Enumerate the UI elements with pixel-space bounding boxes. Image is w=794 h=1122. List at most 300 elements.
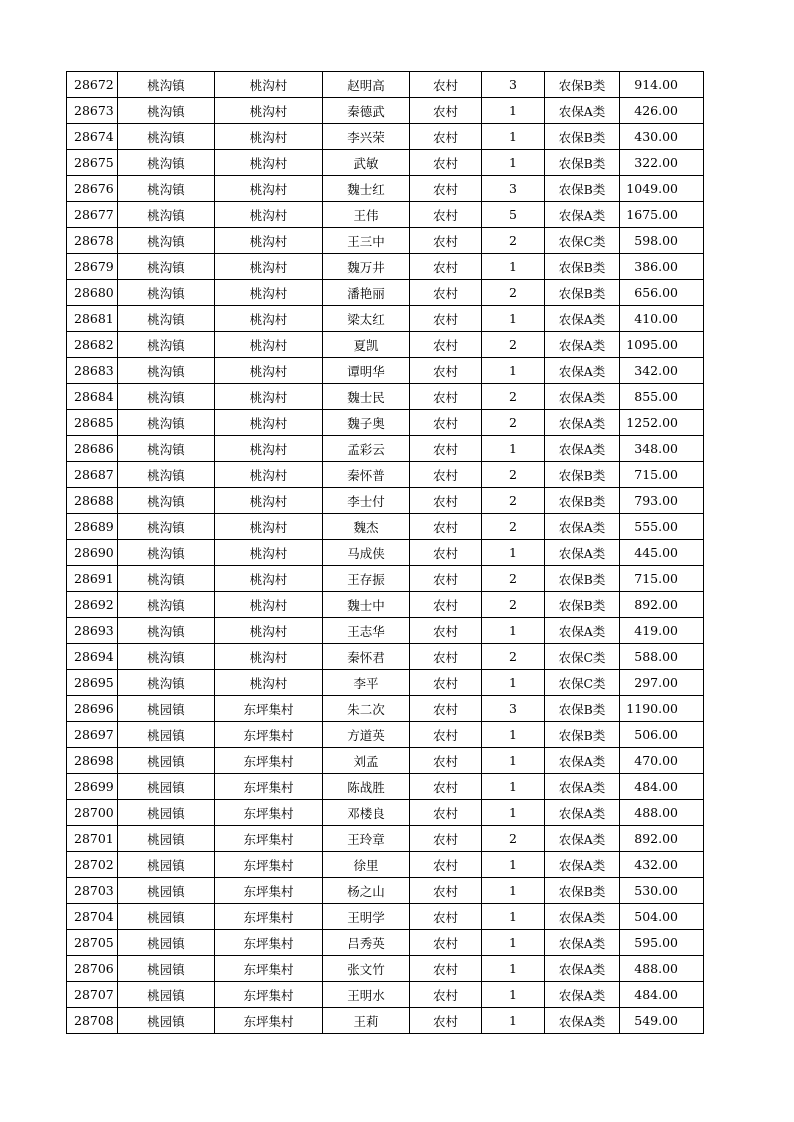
name-cell: 潘艳丽 bbox=[323, 280, 410, 306]
household-type-cell: 农村 bbox=[410, 358, 482, 384]
table-row bbox=[67, 436, 704, 462]
village-cell: 东坪集村 bbox=[215, 1008, 323, 1034]
insurance-class-cell: 农保A类 bbox=[545, 956, 620, 982]
record-id-cell: 28672 bbox=[67, 72, 118, 98]
name-cell: 张文竹 bbox=[323, 956, 410, 982]
record-id-cell: 28699 bbox=[67, 774, 118, 800]
name-cell: 杨之山 bbox=[323, 878, 410, 904]
town-cell: 桃沟镇 bbox=[118, 592, 215, 618]
amount-cell: 1049.00 bbox=[620, 176, 704, 202]
village-cell: 东坪集村 bbox=[215, 852, 323, 878]
name-cell: 夏凯 bbox=[323, 332, 410, 358]
village-cell: 东坪集村 bbox=[215, 982, 323, 1008]
town-cell: 桃园镇 bbox=[118, 878, 215, 904]
name-cell: 吕秀英 bbox=[323, 930, 410, 956]
record-id-cell: 28696 bbox=[67, 696, 118, 722]
person-count-cell: 2 bbox=[482, 280, 545, 306]
person-count-cell: 1 bbox=[482, 618, 545, 644]
table-row bbox=[67, 540, 704, 566]
household-type-cell: 农村 bbox=[410, 280, 482, 306]
insurance-class-cell: 农保A类 bbox=[545, 514, 620, 540]
town-cell: 桃沟镇 bbox=[118, 202, 215, 228]
insurance-class-cell: 农保B类 bbox=[545, 124, 620, 150]
town-cell: 桃园镇 bbox=[118, 800, 215, 826]
insurance-class-cell: 农保B类 bbox=[545, 878, 620, 904]
household-type-cell: 农村 bbox=[410, 202, 482, 228]
person-count-cell: 1 bbox=[482, 358, 545, 384]
name-cell: 魏士中 bbox=[323, 592, 410, 618]
name-cell: 王三中 bbox=[323, 228, 410, 254]
household-type-cell: 农村 bbox=[410, 514, 482, 540]
household-type-cell: 农村 bbox=[410, 800, 482, 826]
insurance-class-cell: 农保C类 bbox=[545, 670, 620, 696]
person-count-cell: 2 bbox=[482, 592, 545, 618]
table-row bbox=[67, 904, 704, 930]
person-count-cell: 1 bbox=[482, 800, 545, 826]
table-row bbox=[67, 592, 704, 618]
data-table bbox=[66, 71, 704, 1034]
insurance-class-cell: 农保A类 bbox=[545, 904, 620, 930]
household-type-cell: 农村 bbox=[410, 644, 482, 670]
village-cell: 桃沟村 bbox=[215, 488, 323, 514]
household-type-cell: 农村 bbox=[410, 696, 482, 722]
insurance-class-cell: 农保A类 bbox=[545, 384, 620, 410]
amount-cell: 484.00 bbox=[620, 982, 704, 1008]
record-id-cell: 28701 bbox=[67, 826, 118, 852]
name-cell: 王玲章 bbox=[323, 826, 410, 852]
table-row bbox=[67, 228, 704, 254]
table-row bbox=[67, 98, 704, 124]
insurance-class-cell: 农保A类 bbox=[545, 930, 620, 956]
town-cell: 桃沟镇 bbox=[118, 384, 215, 410]
table-row bbox=[67, 748, 704, 774]
name-cell: 梁太红 bbox=[323, 306, 410, 332]
household-type-cell: 农村 bbox=[410, 826, 482, 852]
amount-cell: 549.00 bbox=[620, 1008, 704, 1034]
name-cell: 赵明高 bbox=[323, 72, 410, 98]
household-type-cell: 农村 bbox=[410, 982, 482, 1008]
record-id-cell: 28704 bbox=[67, 904, 118, 930]
table-row bbox=[67, 254, 704, 280]
village-cell: 桃沟村 bbox=[215, 98, 323, 124]
amount-cell: 488.00 bbox=[620, 800, 704, 826]
village-cell: 东坪集村 bbox=[215, 930, 323, 956]
record-id-cell: 28703 bbox=[67, 878, 118, 904]
person-count-cell: 1 bbox=[482, 436, 545, 462]
village-cell: 桃沟村 bbox=[215, 332, 323, 358]
name-cell: 孟彩云 bbox=[323, 436, 410, 462]
village-cell: 桃沟村 bbox=[215, 618, 323, 644]
person-count-cell: 1 bbox=[482, 904, 545, 930]
table-row bbox=[67, 306, 704, 332]
town-cell: 桃沟镇 bbox=[118, 462, 215, 488]
table-row bbox=[67, 332, 704, 358]
town-cell: 桃园镇 bbox=[118, 852, 215, 878]
name-cell: 邓楼良 bbox=[323, 800, 410, 826]
village-cell: 桃沟村 bbox=[215, 566, 323, 592]
insurance-class-cell: 农保B类 bbox=[545, 280, 620, 306]
town-cell: 桃沟镇 bbox=[118, 488, 215, 514]
town-cell: 桃沟镇 bbox=[118, 150, 215, 176]
person-count-cell: 2 bbox=[482, 488, 545, 514]
person-count-cell: 3 bbox=[482, 176, 545, 202]
amount-cell: 1190.00 bbox=[620, 696, 704, 722]
name-cell: 谭明华 bbox=[323, 358, 410, 384]
village-cell: 桃沟村 bbox=[215, 280, 323, 306]
table-row bbox=[67, 774, 704, 800]
table-row bbox=[67, 72, 704, 98]
household-type-cell: 农村 bbox=[410, 722, 482, 748]
household-type-cell: 农村 bbox=[410, 436, 482, 462]
town-cell: 桃沟镇 bbox=[118, 254, 215, 280]
insurance-class-cell: 农保B类 bbox=[545, 176, 620, 202]
name-cell: 王明水 bbox=[323, 982, 410, 1008]
record-id-cell: 28708 bbox=[67, 1008, 118, 1034]
record-id-cell: 28679 bbox=[67, 254, 118, 280]
household-type-cell: 农村 bbox=[410, 904, 482, 930]
name-cell: 武敏 bbox=[323, 150, 410, 176]
village-cell: 东坪集村 bbox=[215, 748, 323, 774]
amount-cell: 855.00 bbox=[620, 384, 704, 410]
name-cell: 马成侠 bbox=[323, 540, 410, 566]
village-cell: 桃沟村 bbox=[215, 514, 323, 540]
name-cell: 李平 bbox=[323, 670, 410, 696]
amount-cell: 1095.00 bbox=[620, 332, 704, 358]
amount-cell: 555.00 bbox=[620, 514, 704, 540]
table-row bbox=[67, 800, 704, 826]
person-count-cell: 1 bbox=[482, 150, 545, 176]
amount-cell: 892.00 bbox=[620, 826, 704, 852]
record-id-cell: 28702 bbox=[67, 852, 118, 878]
table-row bbox=[67, 852, 704, 878]
record-id-cell: 28690 bbox=[67, 540, 118, 566]
name-cell: 王志华 bbox=[323, 618, 410, 644]
insurance-class-cell: 农保A类 bbox=[545, 98, 620, 124]
insurance-class-cell: 农保A类 bbox=[545, 852, 620, 878]
amount-cell: 1252.00 bbox=[620, 410, 704, 436]
name-cell: 陈战胜 bbox=[323, 774, 410, 800]
household-type-cell: 农村 bbox=[410, 150, 482, 176]
table-row bbox=[67, 384, 704, 410]
table-row bbox=[67, 982, 704, 1008]
table-row bbox=[67, 618, 704, 644]
name-cell: 王存振 bbox=[323, 566, 410, 592]
village-cell: 桃沟村 bbox=[215, 150, 323, 176]
person-count-cell: 1 bbox=[482, 982, 545, 1008]
household-type-cell: 农村 bbox=[410, 878, 482, 904]
person-count-cell: 2 bbox=[482, 332, 545, 358]
name-cell: 朱二次 bbox=[323, 696, 410, 722]
town-cell: 桃沟镇 bbox=[118, 540, 215, 566]
record-id-cell: 28697 bbox=[67, 722, 118, 748]
record-id-cell: 28692 bbox=[67, 592, 118, 618]
table-row bbox=[67, 514, 704, 540]
person-count-cell: 1 bbox=[482, 748, 545, 774]
table-row bbox=[67, 410, 704, 436]
household-type-cell: 农村 bbox=[410, 176, 482, 202]
record-id-cell: 28673 bbox=[67, 98, 118, 124]
village-cell: 东坪集村 bbox=[215, 826, 323, 852]
name-cell: 李兴荣 bbox=[323, 124, 410, 150]
town-cell: 桃沟镇 bbox=[118, 176, 215, 202]
town-cell: 桃园镇 bbox=[118, 774, 215, 800]
household-type-cell: 农村 bbox=[410, 72, 482, 98]
table-row bbox=[67, 956, 704, 982]
town-cell: 桃沟镇 bbox=[118, 618, 215, 644]
town-cell: 桃沟镇 bbox=[118, 566, 215, 592]
table-row bbox=[67, 280, 704, 306]
person-count-cell: 1 bbox=[482, 670, 545, 696]
town-cell: 桃沟镇 bbox=[118, 332, 215, 358]
record-id-cell: 28706 bbox=[67, 956, 118, 982]
person-count-cell: 1 bbox=[482, 878, 545, 904]
record-id-cell: 28682 bbox=[67, 332, 118, 358]
village-cell: 桃沟村 bbox=[215, 202, 323, 228]
amount-cell: 715.00 bbox=[620, 566, 704, 592]
name-cell: 魏万井 bbox=[323, 254, 410, 280]
village-cell: 东坪集村 bbox=[215, 800, 323, 826]
insurance-class-cell: 农保A类 bbox=[545, 982, 620, 1008]
village-cell: 东坪集村 bbox=[215, 696, 323, 722]
record-id-cell: 28687 bbox=[67, 462, 118, 488]
amount-cell: 656.00 bbox=[620, 280, 704, 306]
record-id-cell: 28693 bbox=[67, 618, 118, 644]
household-type-cell: 农村 bbox=[410, 462, 482, 488]
record-id-cell: 28678 bbox=[67, 228, 118, 254]
town-cell: 桃园镇 bbox=[118, 826, 215, 852]
record-id-cell: 28698 bbox=[67, 748, 118, 774]
person-count-cell: 3 bbox=[482, 696, 545, 722]
table-row bbox=[67, 644, 704, 670]
record-id-cell: 28686 bbox=[67, 436, 118, 462]
village-cell: 东坪集村 bbox=[215, 774, 323, 800]
town-cell: 桃沟镇 bbox=[118, 124, 215, 150]
person-count-cell: 1 bbox=[482, 254, 545, 280]
name-cell: 魏士民 bbox=[323, 384, 410, 410]
village-cell: 东坪集村 bbox=[215, 956, 323, 982]
amount-cell: 386.00 bbox=[620, 254, 704, 280]
household-type-cell: 农村 bbox=[410, 410, 482, 436]
household-type-cell: 农村 bbox=[410, 1008, 482, 1034]
amount-cell: 506.00 bbox=[620, 722, 704, 748]
household-type-cell: 农村 bbox=[410, 748, 482, 774]
insurance-class-cell: 农保A类 bbox=[545, 202, 620, 228]
town-cell: 桃沟镇 bbox=[118, 358, 215, 384]
record-id-cell: 28684 bbox=[67, 384, 118, 410]
insurance-class-cell: 农保B类 bbox=[545, 72, 620, 98]
name-cell: 刘孟 bbox=[323, 748, 410, 774]
household-type-cell: 农村 bbox=[410, 228, 482, 254]
town-cell: 桃园镇 bbox=[118, 722, 215, 748]
person-count-cell: 5 bbox=[482, 202, 545, 228]
household-type-cell: 农村 bbox=[410, 670, 482, 696]
insurance-class-cell: 农保B类 bbox=[545, 722, 620, 748]
insurance-class-cell: 农保C类 bbox=[545, 228, 620, 254]
record-id-cell: 28705 bbox=[67, 930, 118, 956]
insurance-class-cell: 农保A类 bbox=[545, 1008, 620, 1034]
amount-cell: 430.00 bbox=[620, 124, 704, 150]
town-cell: 桃沟镇 bbox=[118, 670, 215, 696]
record-id-cell: 28674 bbox=[67, 124, 118, 150]
village-cell: 桃沟村 bbox=[215, 72, 323, 98]
household-type-cell: 农村 bbox=[410, 774, 482, 800]
village-cell: 桃沟村 bbox=[215, 410, 323, 436]
town-cell: 桃沟镇 bbox=[118, 228, 215, 254]
name-cell: 秦怀普 bbox=[323, 462, 410, 488]
table-row bbox=[67, 462, 704, 488]
town-cell: 桃园镇 bbox=[118, 930, 215, 956]
town-cell: 桃沟镇 bbox=[118, 410, 215, 436]
table-row bbox=[67, 488, 704, 514]
village-cell: 桃沟村 bbox=[215, 670, 323, 696]
table-row bbox=[67, 826, 704, 852]
name-cell: 王伟 bbox=[323, 202, 410, 228]
table-row bbox=[67, 1008, 704, 1034]
record-id-cell: 28700 bbox=[67, 800, 118, 826]
record-id-cell: 28694 bbox=[67, 644, 118, 670]
town-cell: 桃园镇 bbox=[118, 748, 215, 774]
record-id-cell: 28680 bbox=[67, 280, 118, 306]
town-cell: 桃园镇 bbox=[118, 1008, 215, 1034]
name-cell: 秦德武 bbox=[323, 98, 410, 124]
town-cell: 桃沟镇 bbox=[118, 72, 215, 98]
name-cell: 徐里 bbox=[323, 852, 410, 878]
record-id-cell: 28707 bbox=[67, 982, 118, 1008]
insurance-class-cell: 农保B类 bbox=[545, 488, 620, 514]
amount-cell: 715.00 bbox=[620, 462, 704, 488]
table-row bbox=[67, 722, 704, 748]
insurance-class-cell: 农保B类 bbox=[545, 462, 620, 488]
amount-cell: 484.00 bbox=[620, 774, 704, 800]
amount-cell: 595.00 bbox=[620, 930, 704, 956]
person-count-cell: 1 bbox=[482, 306, 545, 332]
amount-cell: 426.00 bbox=[620, 98, 704, 124]
household-type-cell: 农村 bbox=[410, 592, 482, 618]
village-cell: 桃沟村 bbox=[215, 358, 323, 384]
amount-cell: 322.00 bbox=[620, 150, 704, 176]
person-count-cell: 1 bbox=[482, 774, 545, 800]
table-row bbox=[67, 150, 704, 176]
village-cell: 桃沟村 bbox=[215, 124, 323, 150]
record-id-cell: 28685 bbox=[67, 410, 118, 436]
amount-cell: 419.00 bbox=[620, 618, 704, 644]
amount-cell: 410.00 bbox=[620, 306, 704, 332]
insurance-class-cell: 农保A类 bbox=[545, 800, 620, 826]
insurance-class-cell: 农保A类 bbox=[545, 410, 620, 436]
table-row bbox=[67, 878, 704, 904]
record-id-cell: 28695 bbox=[67, 670, 118, 696]
insurance-class-cell: 农保A类 bbox=[545, 358, 620, 384]
name-cell: 李士付 bbox=[323, 488, 410, 514]
town-cell: 桃沟镇 bbox=[118, 280, 215, 306]
amount-cell: 470.00 bbox=[620, 748, 704, 774]
village-cell: 东坪集村 bbox=[215, 878, 323, 904]
amount-cell: 297.00 bbox=[620, 670, 704, 696]
amount-cell: 488.00 bbox=[620, 956, 704, 982]
record-id-cell: 28688 bbox=[67, 488, 118, 514]
name-cell: 魏子奥 bbox=[323, 410, 410, 436]
household-type-cell: 农村 bbox=[410, 956, 482, 982]
amount-cell: 432.00 bbox=[620, 852, 704, 878]
household-type-cell: 农村 bbox=[410, 930, 482, 956]
amount-cell: 588.00 bbox=[620, 644, 704, 670]
village-cell: 桃沟村 bbox=[215, 384, 323, 410]
person-count-cell: 1 bbox=[482, 1008, 545, 1034]
insurance-class-cell: 农保A类 bbox=[545, 826, 620, 852]
person-count-cell: 1 bbox=[482, 956, 545, 982]
village-cell: 东坪集村 bbox=[215, 904, 323, 930]
person-count-cell: 1 bbox=[482, 98, 545, 124]
name-cell: 魏杰 bbox=[323, 514, 410, 540]
record-id-cell: 28683 bbox=[67, 358, 118, 384]
insurance-class-cell: 农保A类 bbox=[545, 540, 620, 566]
household-type-cell: 农村 bbox=[410, 98, 482, 124]
person-count-cell: 1 bbox=[482, 852, 545, 878]
insurance-class-cell: 农保B类 bbox=[545, 254, 620, 280]
village-cell: 桃沟村 bbox=[215, 540, 323, 566]
household-type-cell: 农村 bbox=[410, 488, 482, 514]
person-count-cell: 2 bbox=[482, 462, 545, 488]
amount-cell: 892.00 bbox=[620, 592, 704, 618]
insurance-class-cell: 农保B类 bbox=[545, 696, 620, 722]
amount-cell: 914.00 bbox=[620, 72, 704, 98]
household-type-cell: 农村 bbox=[410, 254, 482, 280]
insurance-class-cell: 农保B类 bbox=[545, 150, 620, 176]
record-id-cell: 28689 bbox=[67, 514, 118, 540]
person-count-cell: 2 bbox=[482, 514, 545, 540]
table-row bbox=[67, 696, 704, 722]
person-count-cell: 2 bbox=[482, 384, 545, 410]
table-row bbox=[67, 930, 704, 956]
record-id-cell: 28681 bbox=[67, 306, 118, 332]
insurance-class-cell: 农保C类 bbox=[545, 644, 620, 670]
insurance-class-cell: 农保A类 bbox=[545, 618, 620, 644]
amount-cell: 348.00 bbox=[620, 436, 704, 462]
table-row bbox=[67, 358, 704, 384]
amount-cell: 342.00 bbox=[620, 358, 704, 384]
person-count-cell: 1 bbox=[482, 540, 545, 566]
table-row bbox=[67, 176, 704, 202]
insurance-class-cell: 农保B类 bbox=[545, 566, 620, 592]
table-body bbox=[67, 72, 704, 1034]
village-cell: 桃沟村 bbox=[215, 592, 323, 618]
insurance-class-cell: 农保A类 bbox=[545, 332, 620, 358]
person-count-cell: 2 bbox=[482, 826, 545, 852]
town-cell: 桃园镇 bbox=[118, 982, 215, 1008]
town-cell: 桃园镇 bbox=[118, 696, 215, 722]
person-count-cell: 3 bbox=[482, 72, 545, 98]
town-cell: 桃园镇 bbox=[118, 956, 215, 982]
town-cell: 桃沟镇 bbox=[118, 436, 215, 462]
person-count-cell: 1 bbox=[482, 722, 545, 748]
household-type-cell: 农村 bbox=[410, 566, 482, 592]
village-cell: 桃沟村 bbox=[215, 254, 323, 280]
insurance-class-cell: 农保B类 bbox=[545, 592, 620, 618]
insurance-class-cell: 农保A类 bbox=[545, 436, 620, 462]
amount-cell: 504.00 bbox=[620, 904, 704, 930]
town-cell: 桃园镇 bbox=[118, 904, 215, 930]
town-cell: 桃沟镇 bbox=[118, 98, 215, 124]
insurance-class-cell: 农保A类 bbox=[545, 306, 620, 332]
village-cell: 桃沟村 bbox=[215, 462, 323, 488]
town-cell: 桃沟镇 bbox=[118, 644, 215, 670]
table-row bbox=[67, 124, 704, 150]
village-cell: 桃沟村 bbox=[215, 436, 323, 462]
household-type-cell: 农村 bbox=[410, 540, 482, 566]
person-count-cell: 2 bbox=[482, 410, 545, 436]
insurance-class-cell: 农保A类 bbox=[545, 748, 620, 774]
record-id-cell: 28675 bbox=[67, 150, 118, 176]
